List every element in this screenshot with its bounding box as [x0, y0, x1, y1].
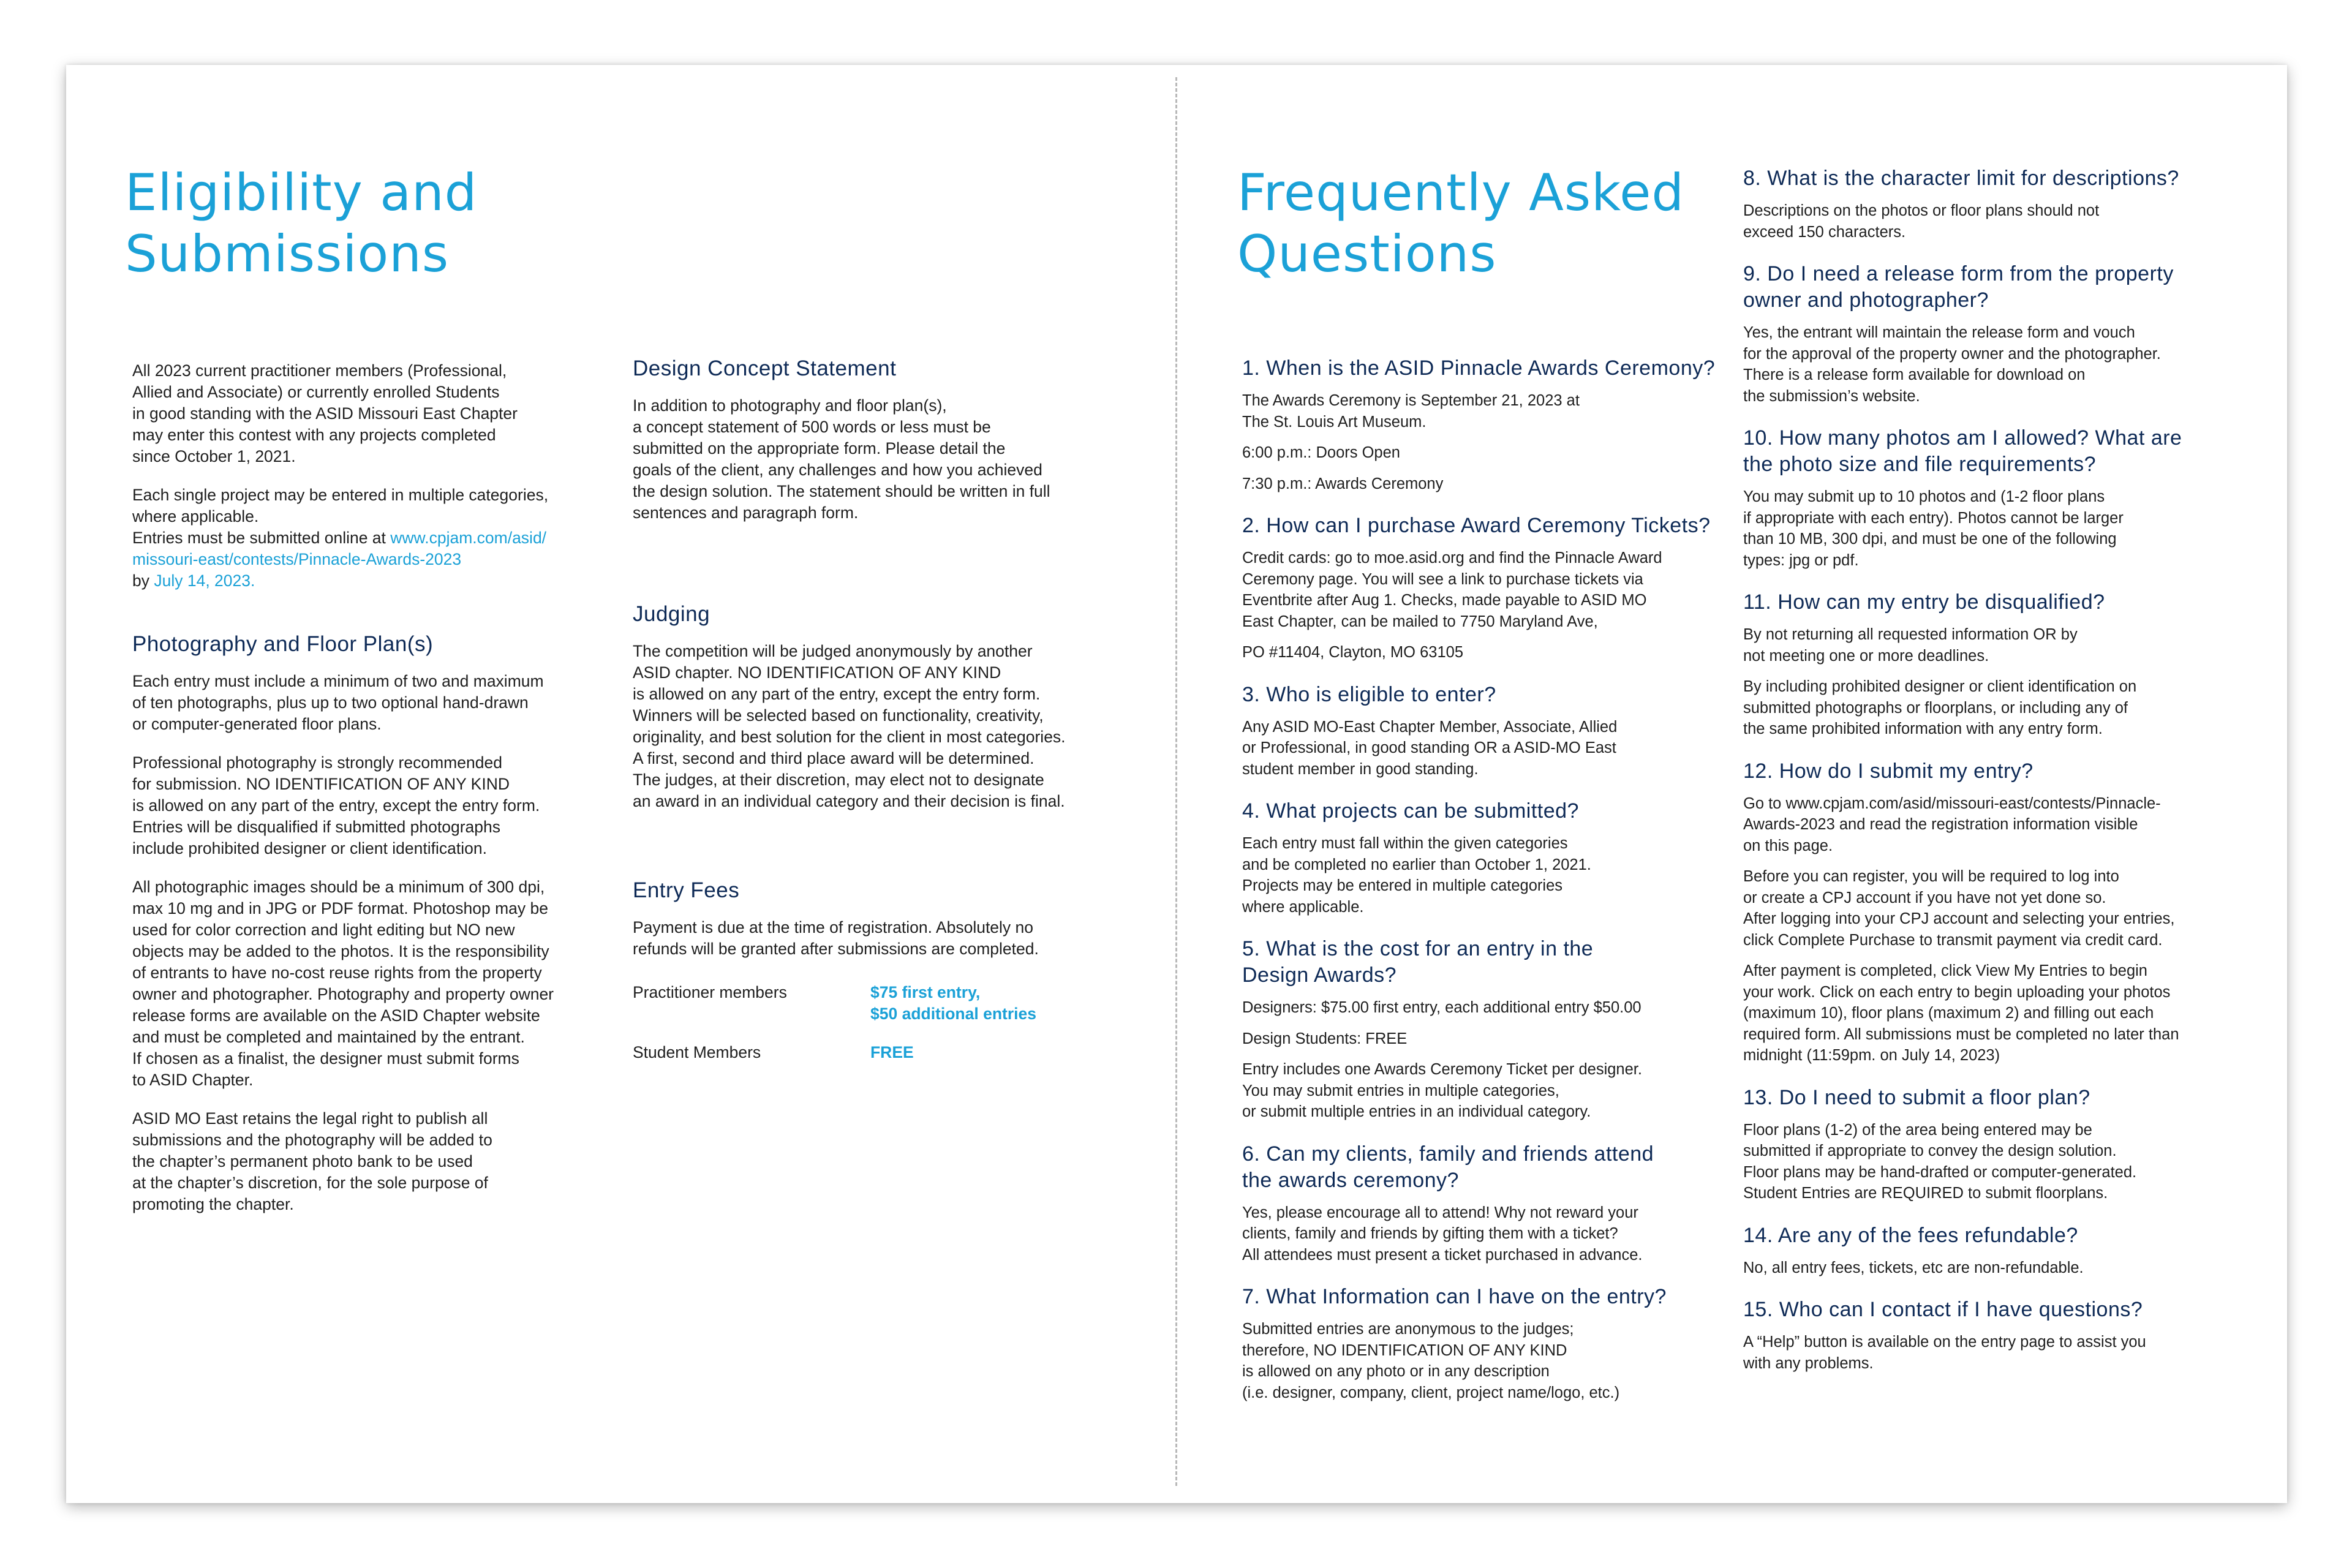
photography-body: [132, 671, 635, 1215]
design-concept-heading: Design Concept Statement: [633, 356, 897, 380]
faq-answer: Yes, the entrant will maintain the release form and vouch for the approval of the property owner and the photographer. There is a release form available for download on the submission’s website.: [1743, 324, 2161, 405]
faq-answer: Floor plans (1-2) of the area being entered may be submitted if appropriate to convey the design solution. Floor plans may be hand-drafted or computer-generated. Student Entries are REQUIRED to submit floorplans.: [1743, 1121, 2137, 1202]
faq-question: 4. What projects can be submitted?: [1242, 799, 1579, 823]
page-fold-line: [1175, 77, 1177, 1486]
faq-answer: Credit cards: go to moe.asid.org and find the Pinnacle Award Ceremony page. You will see a link to purchase tickets via Eventbrite after Aug 1. Checks, made payable to ASID MO East Chapter, can be mailed to 7750 Maryland Ave,: [1242, 549, 1662, 630]
faq-answer: PO #11404, Clayton, MO 63105: [1242, 644, 1463, 661]
fee-value: FREE: [870, 1043, 914, 1061]
faq-answer: Descriptions on the photos or floor plans should not exceed 150 characters.: [1743, 202, 2100, 241]
fee-label: Student Members: [633, 1043, 761, 1061]
faq-question: 8. What is the character limit for descriptions?: [1743, 167, 2179, 190]
faq-item: [1743, 758, 2258, 1066]
photography-paragraph: Each entry must include a minimum of two and maximum of ten photographs, plus up to two optional hand-drawn or computer-generated floor plans.: [132, 672, 544, 733]
faq-item: [1242, 682, 1732, 780]
faq-item: [1242, 1284, 1732, 1403]
faq-answer: Entry includes one Awards Ceremony Ticket per designer. You may submit entries in multiple categories, or submit multiple entries in an individual category.: [1242, 1061, 1642, 1120]
faq-item: [1743, 1297, 2258, 1374]
left-column-1: [132, 360, 635, 1232]
right-page-title: Frequently Asked Questions: [1237, 163, 1685, 284]
faq-item: [1242, 1141, 1732, 1266]
intro-paragraph: All 2023 current practitioner members (Professional, Allied and Associate) or currently enrolled Students in good standing with the ASID Missouri East Chapter may enter this contest with any projects completed since October 1, 2021.: [132, 361, 518, 466]
faq-answer: A “Help” button is available on the entry page to assist you with any problems.: [1743, 1333, 2146, 1372]
photography-paragraph: All photographic images should be a minimum of 300 dpi, max 10 mg and in JPG or PDF format. Photoshop may be used for color correction and light editing but NO new objects may be added to the photos. It is the responsibility of entrants to have no-cost reuse rights from the property owner and photographer. Photography and property owner release forms are available on the ASID Chapter website and must be completed and maintained by the entrant. If chosen as a finalist, the designer must submit forms to ASID Chapter.: [132, 878, 554, 1089]
judging-text: The competition will be judged anonymously by another ASID chapter. NO IDENTIFICATION OF ANY KIND is allowed on any part of the entry, except the entry form. Winners will be selected based on functionality, creativity, originality, and best solution for the client in most categories. A first, second and third place award will be determined. The judges, at their discretion, may elect not to designate an award in an individual category and their decision is final.: [633, 642, 1066, 810]
faq-question: 15. Who can I contact if I have questions?: [1743, 1298, 2143, 1321]
faq-item: [1242, 798, 1732, 918]
faq-column-1: [1242, 355, 1732, 1422]
faq-answer: By including prohibited designer or client identification on submitted photographs or floorplans, or including any of the same prohibited information with any entry form.: [1743, 678, 2137, 737]
faq-answer: Design Students: FREE: [1242, 1030, 1408, 1047]
faq-question: 9. Do I need a release form from the property owner and photographer?: [1743, 262, 2174, 312]
faq-question: 5. What is the cost for an entry in the Design Awards?: [1242, 937, 1594, 987]
faq-item: [1242, 513, 1732, 663]
faq-item: [1743, 165, 2258, 243]
faq-answer: By not returning all requested information OR by not meeting one or more deadlines.: [1743, 626, 2078, 665]
faq-answer: 6:00 p.m.: Doors Open: [1242, 444, 1400, 461]
faq-answer: After payment is completed, click View My Entries to begin your work. Click on each entry to begin uploading your photos (maximum 10), floor plans (maximum 2) and filling out each required form. All submissions must be completed no later than midnight (11:59pm. on July 14, 2023): [1743, 962, 2179, 1064]
left-page-title: Eligibility and Submissions: [125, 163, 478, 284]
faq-answer: Yes, please encourage all to attend! Why not reward your clients, family and friends by gifting them with a ticket? All attendees must present a ticket purchased in advance.: [1242, 1204, 1643, 1264]
faq-answer: Designers: $75.00 first entry, each additional entry $50.00: [1242, 999, 1642, 1016]
faq-answer: Each entry must fall within the given categories and be completed no earlier than October 1, 2021. Projects may be entered in multiple categories where applicable.: [1242, 835, 1591, 916]
faq-question: 13. Do I need to submit a floor plan?: [1743, 1085, 2090, 1109]
intro-submission-paragraph: Each single project may be entered in multiple categories, where applicable. Entries must be submitted online at www.cpjam.com/asid/ missouri-east/contests/Pinnacle-Awards-2023 by July 14, 2023.: [132, 486, 549, 590]
faq-answer: No, all entry fees, tickets, etc are non-refundable.: [1743, 1259, 2084, 1276]
faq-column-2: [1743, 165, 2258, 1392]
entry-fees-table: [633, 982, 1159, 1080]
faq-question: 14. Are any of the fees refundable?: [1743, 1223, 2078, 1247]
faq-item: [1242, 355, 1732, 494]
fee-row: [633, 982, 1159, 1042]
photography-paragraph: Professional photography is strongly recommended for submission. NO IDENTIFICATION OF ANY KIND is allowed on any part of the entry, except the entry form. Entries will be disqualified if submitted photographs include prohibited designer or client identification.: [132, 753, 540, 858]
faq-question: 6. Can my clients, family and friends attend the awards ceremony?: [1242, 1142, 1654, 1192]
faq-answer: Submitted entries are anonymous to the judges; therefore, NO IDENTIFICATION OF ANY KIND is allowed on any photo or in any description (i.e. designer, company, client, project name/logo, etc.): [1242, 1321, 1620, 1401]
left-column-2: [633, 355, 1159, 1080]
faq-question: 1. When is the ASID Pinnacle Awards Ceremony?: [1242, 356, 1716, 380]
judging-heading: Judging: [633, 602, 710, 626]
faq-answer: Any ASID MO-East Chapter Member, Associate, Allied or Professional, in good standing OR a ASID-MO East student member in good standing.: [1242, 718, 1618, 778]
entry-fees-heading: Entry Fees: [633, 878, 740, 902]
faq-item: [1242, 936, 1732, 1123]
faq-answer: You may submit up to 10 photos and (1-2 floor plans if appropriate with each entry). Photos cannot be larger than 10 MB, 300 dpi, and must be one of the following types: jpg or pdf.: [1743, 488, 2124, 569]
faq-question: 11. How can my entry be disqualified?: [1743, 590, 2105, 614]
design-concept-text: In addition to photography and floor plan(s), a concept statement of 500 words or less must be submitted on the appropriate form. Please detail the goals of the client, any challenges and how you achieved the design solution. The statement should be written in full sentences and paragraph form.: [633, 396, 1050, 522]
fee-label: Practitioner members: [633, 983, 787, 1001]
fee-value: $75 first entry, $50 additional entries: [870, 983, 1036, 1023]
faq-item: [1743, 589, 2258, 740]
faq-question: 7. What Information can I have on the entry?: [1242, 1285, 1667, 1308]
faq-answer: Before you can register, you will be required to log into or create a CPJ account if you have not yet done so. After logging into your CPJ account and selecting your entries, click Complete Purchase to transmit payment via credit card.: [1743, 868, 2175, 949]
photography-heading: Photography and Floor Plan(s): [132, 632, 434, 656]
faq-answer: 7:30 p.m.: Awards Ceremony: [1242, 475, 1444, 492]
faq-item: [1743, 261, 2258, 407]
deadline-date: July 14, 2023.: [154, 571, 255, 590]
faq-question: 12. How do I submit my entry?: [1743, 759, 2034, 783]
faq-question: 10. How many photos am I allowed? What are the photo size and file requirements?: [1743, 426, 2182, 476]
photography-paragraph: ASID MO East retains the legal right to publish all submissions and the photography will be added to the chapter’s permanent photo bank to be used at the chapter’s discretion, for the sole purpose of promoting the chapter.: [132, 1109, 492, 1213]
faq-answer: The Awards Ceremony is September 21, 2023 at The St. Louis Art Museum.: [1242, 392, 1580, 431]
faq-answer: Go to www.cpjam.com/asid/missouri-east/contests/Pinnacle- Awards-2023 and read the registration information visible on this page.: [1743, 794, 2161, 854]
faq-question: 2. How can I purchase Award Ceremony Tickets?: [1242, 514, 1711, 537]
faq-item: [1743, 1223, 2258, 1279]
fee-row: [633, 1042, 1159, 1080]
faq-item: [1743, 425, 2258, 571]
submission-url-link[interactable]: www.cpjam.com/asid/ missouri-east/contests/Pinnacle-Awards-2023: [132, 529, 547, 568]
faq-question: 3. Who is eligible to enter?: [1242, 682, 1496, 706]
entry-fees-text: Payment is due at the time of registration. Absolutely no refunds will be granted after submissions are completed.: [633, 918, 1039, 958]
brochure-spread: [66, 65, 2287, 1503]
faq-item: [1743, 1085, 2258, 1204]
